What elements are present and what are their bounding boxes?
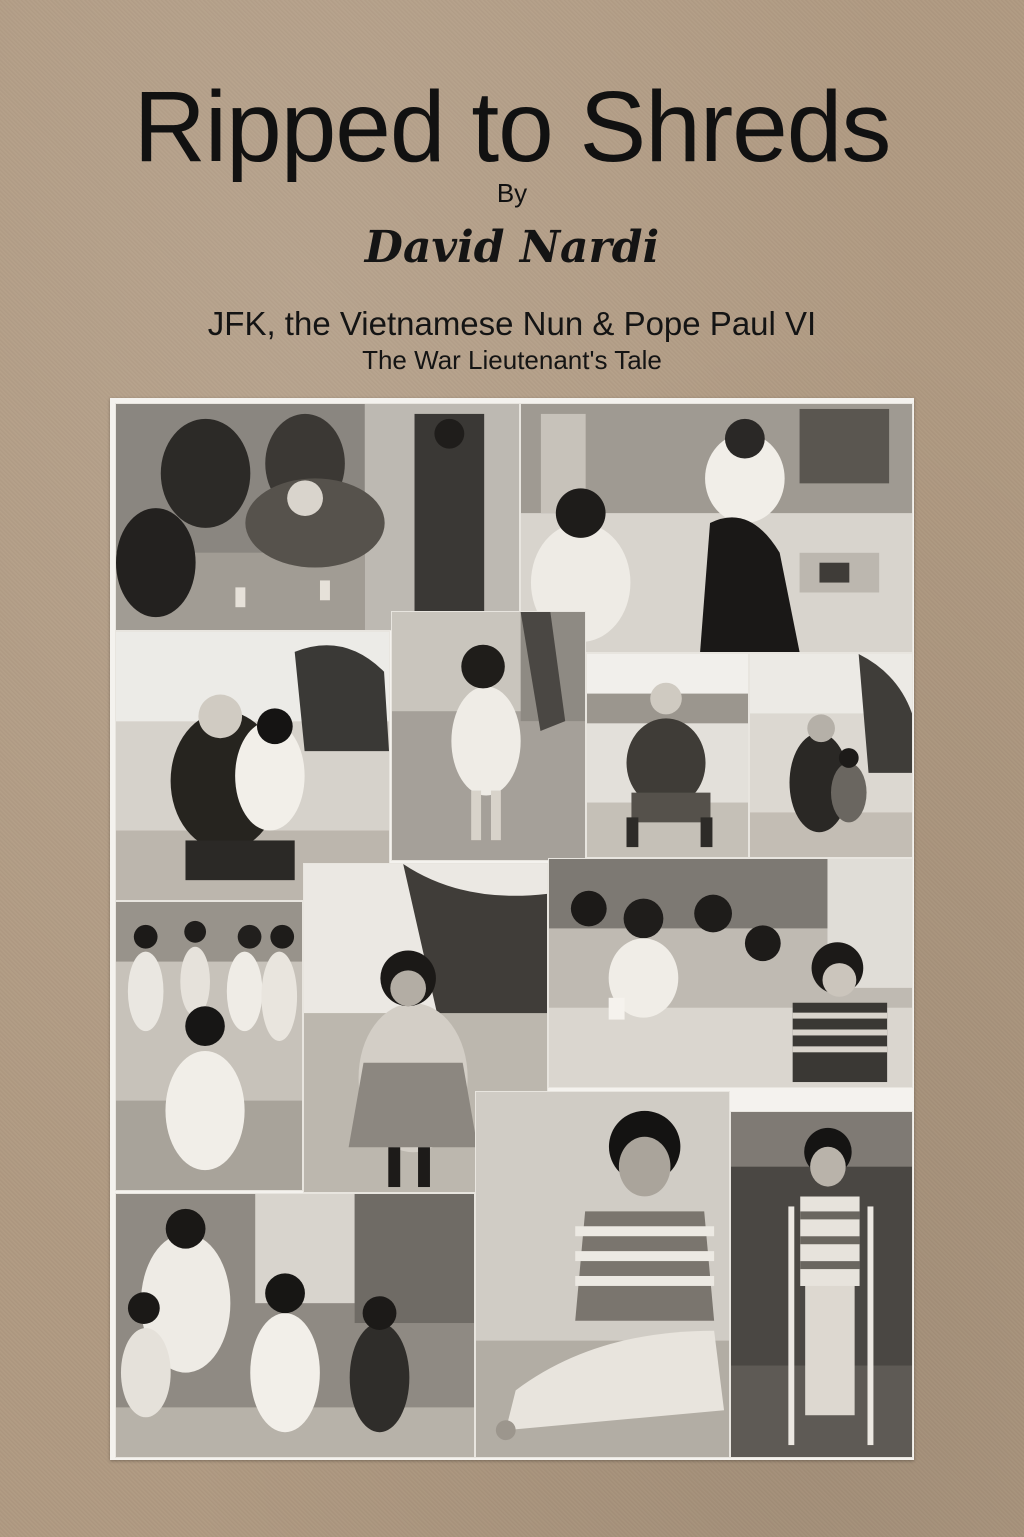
- soldier-holding-girl-photo: [115, 631, 390, 901]
- toddler-standing-photo: [391, 611, 586, 861]
- author-name: David Nardi: [364, 222, 660, 273]
- soldier-seated-photo: [586, 653, 749, 858]
- soldiers-at-table-photo: [115, 403, 520, 631]
- book-tagline: The War Lieutenant's Tale: [362, 345, 662, 375]
- book-subtitle: JFK, the Vietnamese Nun & Pope Paul VI: [207, 305, 817, 342]
- children-drinking-milk-photo: [548, 858, 913, 1088]
- photo-collage: [110, 398, 914, 1460]
- book-title: Ripped to Shreds: [133, 71, 891, 183]
- soldier-kneeling-with-child-photo: [749, 653, 913, 858]
- boy-on-crutches-photo: [730, 1111, 913, 1458]
- group-of-children-photo: [115, 901, 303, 1191]
- children-on-steps-photo: [115, 1193, 475, 1458]
- by-label: By: [496, 178, 528, 208]
- boy-sitting-against-wall-photo: [475, 1091, 730, 1458]
